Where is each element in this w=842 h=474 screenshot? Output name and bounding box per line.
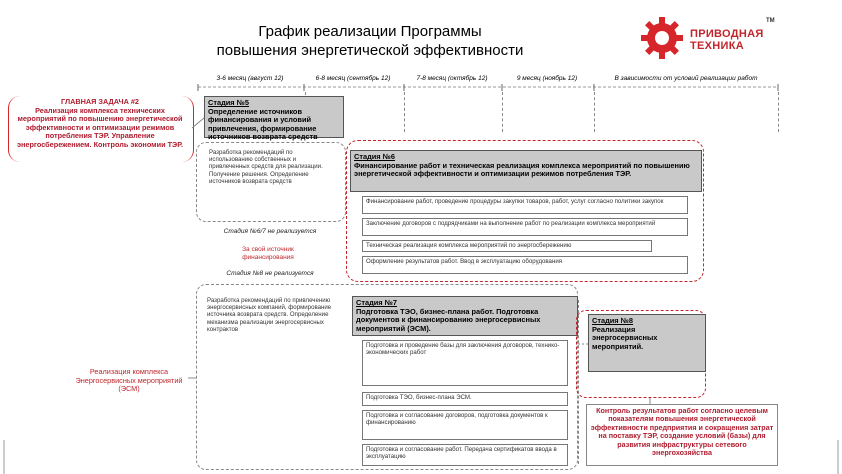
stage-7-text: Подготовка ТЭО, бизнес-плана работ. Подготовка документов к финансированию энергосервисных мероприятий (ЭСМ). (356, 306, 541, 333)
stage-7-item: Подготовка и согласование работ. Передача сертификатов ввода в эксплуатацию (362, 444, 568, 466)
timeline-period: 3-6 месяц (август 12) (216, 75, 284, 82)
stage-5-text: Определение источников финансирования и условий привлечения, формирование источников возврата средств (208, 106, 318, 142)
stage-6-item: Техническая реализация комплекса мероприятий по энергосбережению (362, 240, 652, 252)
stage-8-text: Реализация энергосервисных мероприятий. (592, 324, 658, 351)
stage-7-item: Подготовка и проведение базы для заключения договоров, технико-экономических работ (362, 340, 568, 386)
stage-7-title: Стадия №7 (356, 298, 398, 307)
main-task-text: Реализация комплекса технических мероприятий по повышению энергетической эффективности и оптимизации режимов потребления ТЭР. Управление энергосбережением. Контроль экономии ТЭР. (16, 105, 184, 149)
stage-7-item: Подготовка ТЭО, бизнес-плана ЭСМ. (362, 392, 568, 406)
timeline-period: 9 месяц (ноябрь 12) (516, 75, 578, 82)
stage-6-text: Финансирование работ и техническая реализация комплекса мероприятий по повышению энергетической эффективности и оптимизации режимов потребления ТЭР. (354, 160, 690, 179)
stage-7-recommendation: Разработка рекомендаций по привлечению энергосервисных компаний, формирование источника возврата средств. Определение механизма реализации энергосервисных контрактов (204, 296, 336, 354)
title-line-2: повышения энергетической эффективности (216, 42, 524, 59)
title-line-1: График реализации Программы (258, 23, 482, 40)
timeline-period: 7-8 месяц (октябрь 12) (416, 75, 488, 82)
timeline-period: 6-8 месяц (сентябрь 12) (315, 75, 391, 82)
stage-5-recommendation: Разработка рекомендаций по использованию собственных и привлеченных средств для реализации. Получение решения. Определение источников возврата средств (206, 148, 338, 214)
timeline-period: В зависимости от условий реализации работ (614, 75, 758, 82)
logo-line-1: ПРИВОДНАЯ (690, 28, 764, 40)
stage-8-title: Стадия №8 (592, 316, 634, 325)
stage-6-title: Стадия №6 (354, 152, 396, 161)
stage-6-item: Оформление результатов работ. Ввод в эксплуатацию оборудования (362, 256, 688, 274)
stage-7-item: Подготовка и согласование договоров, подготовка документов к финансированию (362, 410, 568, 440)
logo-tm: TM (766, 18, 775, 24)
control-results: Контроль результатов работ согласно целевым показателям повышения энергетической эффективности предприятия и сокращения затрат на поставку ТЭР, создание условий (базы) для развития инфраструктуры сетевого энергохозяйства (586, 404, 778, 466)
main-task-title: ГЛАВНАЯ ЗАДАЧА #2 (61, 97, 139, 106)
own-funds-note: За свой источник финансирования (242, 246, 294, 261)
stage-6-7-note: Стадия №6/7 не реализуется (223, 228, 317, 235)
esm-label-text: Реализация комплекса Энергосервисных мероприятий (ЭСМ) (75, 367, 183, 394)
stage-6-item: Заключение договоров с подрядчиками на выполнение работ по реализации комплекса мероприятий (362, 218, 688, 236)
stage-5-title: Стадия №5 (208, 98, 250, 107)
stage-8-note: Стадия №8 не реализуется (226, 270, 314, 277)
stage-6-item: Финансирование работ, проведение процедуры закупки товаров, работ, услуг согласно политики закупок (362, 196, 688, 214)
logo-line-2: ТЕХНИКА (690, 40, 745, 52)
